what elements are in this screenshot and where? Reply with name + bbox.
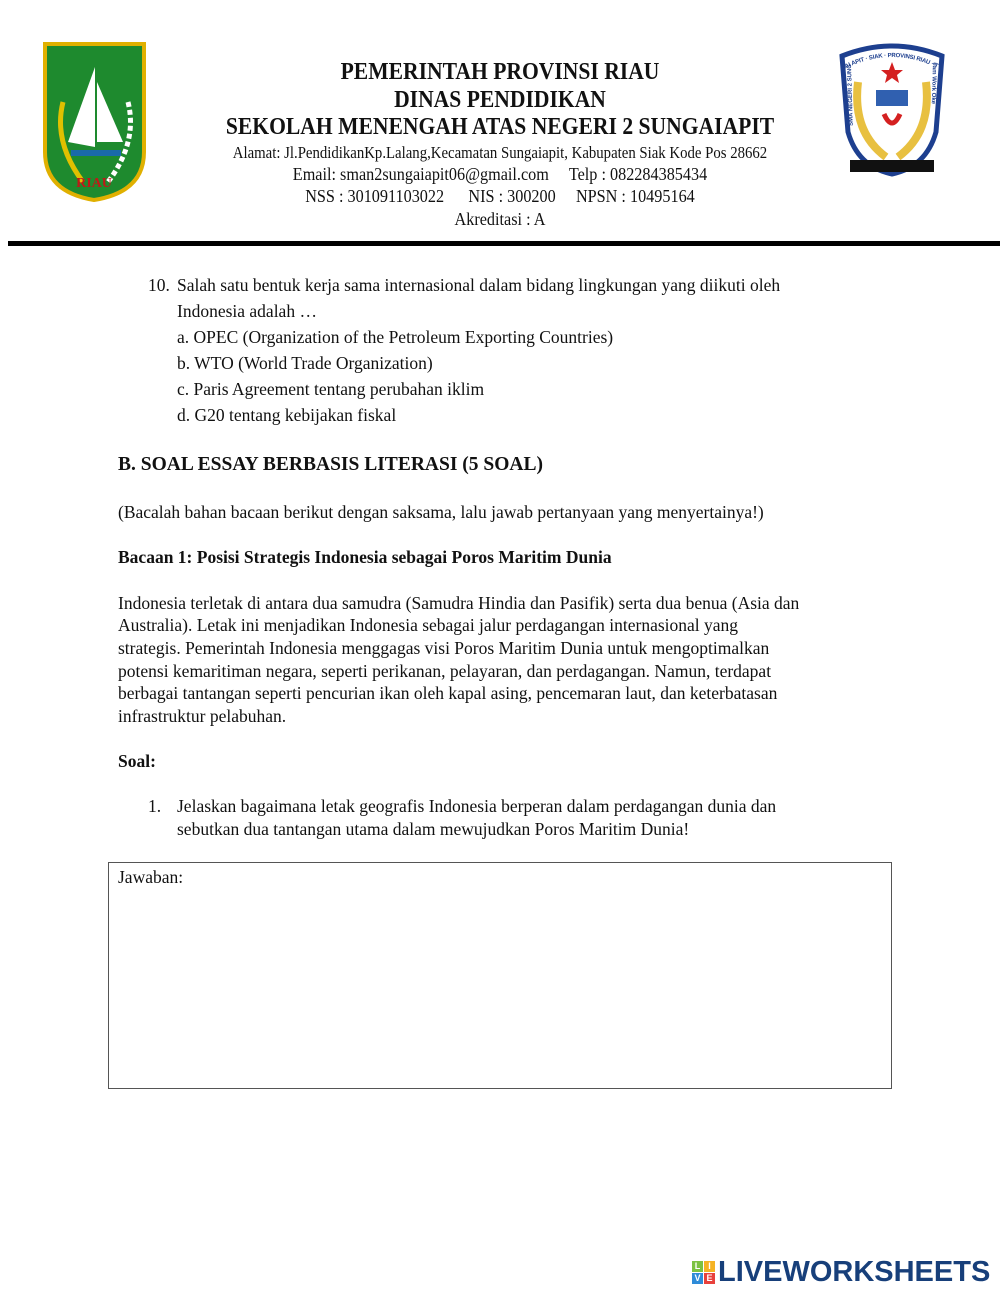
reading-line: potensi kemaritiman negara, seperti perikanan, pelayaran, dan perdagangan. Namun, terdapat [118,661,772,681]
school-logo-text: SMA NEGERI 2 SUNGAI APIT · SIAK · PROVINSI RIAU · Team Work Oke [843,52,939,126]
option-d: d. G20 tentang kebijakan fiskal [177,405,397,425]
header-contact: Email: sman2sungaiapit06@gmail.com Telp : 082284385434 [292,164,708,184]
riau-logo-text: RIAU [76,176,112,191]
instruction: (Bacalah bahan bacaan berikut dengan saksama, lalu jawab pertanyaan yang menyertainya!) [118,502,764,522]
header-government: PEMERINTAH PROVINSI RIAU [340,59,660,85]
option-a: a. OPEC (Organization of the Petroleum Exporting Countries) [177,327,614,347]
question-text: Indonesia adalah … [177,301,317,321]
reading-line: strategis. Pemerintah Indonesia menggagas visi Poros Maritim Dunia untuk mengoptimalkan [118,638,770,658]
header-accreditation: Akreditasi : A [454,209,546,229]
header-ids: NSS : 301091103022 NIS : 300200 NPSN : 10495164 [305,186,695,206]
reading-line: Indonesia terletak di antara dua samudra (Samudra Hindia dan Pasifik) serta dua benua (Asia dan [118,593,800,613]
question-text: Salah satu bentuk kerja sama internasional dalam bidang lingkungan yang diikuti oleh [177,275,781,295]
question-number: 1. [148,796,162,816]
question-text: sebutkan dua tantangan utama dalam mewujudkan Poros Maritim Dunia! [177,819,690,839]
answer-box[interactable] [108,862,892,1089]
option-c: c. Paris Agreement tentang perubahan iklim [177,379,485,399]
header-school-name: SEKOLAH MENENGAH ATAS NEGERI 2 SUNGAIAPIT [225,114,775,140]
section-heading: B. SOAL ESSAY BERBASIS LITERASI (5 SOAL) [118,454,544,475]
live-badge-icon: L I V E [692,1261,715,1284]
option-b: b. WTO (World Trade Organization) [177,353,433,373]
question-number: 10. [148,275,170,295]
header-department: DINAS PENDIDIKAN [394,87,606,113]
soal-label: Soal: [118,751,156,771]
reading-line: berbagai tantangan seperti pencurian ikan oleh kapal asing, pencemaran laut, dan keterbatasan [118,683,778,703]
reading-line: Australia). Letak ini menjadikan Indonesia sebagai jalur perdagangan internasional yang [118,615,739,635]
liveworksheets-logo [692,1256,990,1289]
header-address: Alamat: Jl.PendidikanKp.Lalang,Kecamatan Sungaiapit, Kabupaten Siak Kode Pos 28662 [232,143,768,162]
reading-title: Bacaan 1: Posisi Strategis Indonesia sebagai Poros Maritim Dunia [118,547,612,567]
brand-name: LIVEWORKSHEETS [718,1256,991,1288]
reading-line: infrastruktur pelabuhan. [118,706,287,726]
answer-label: Jawaban: [118,867,184,887]
question-text: Jelaskan bagaimana letak geografis Indonesia berperan dalam perdagangan dunia dan [177,796,777,816]
header-divider [8,241,1000,246]
